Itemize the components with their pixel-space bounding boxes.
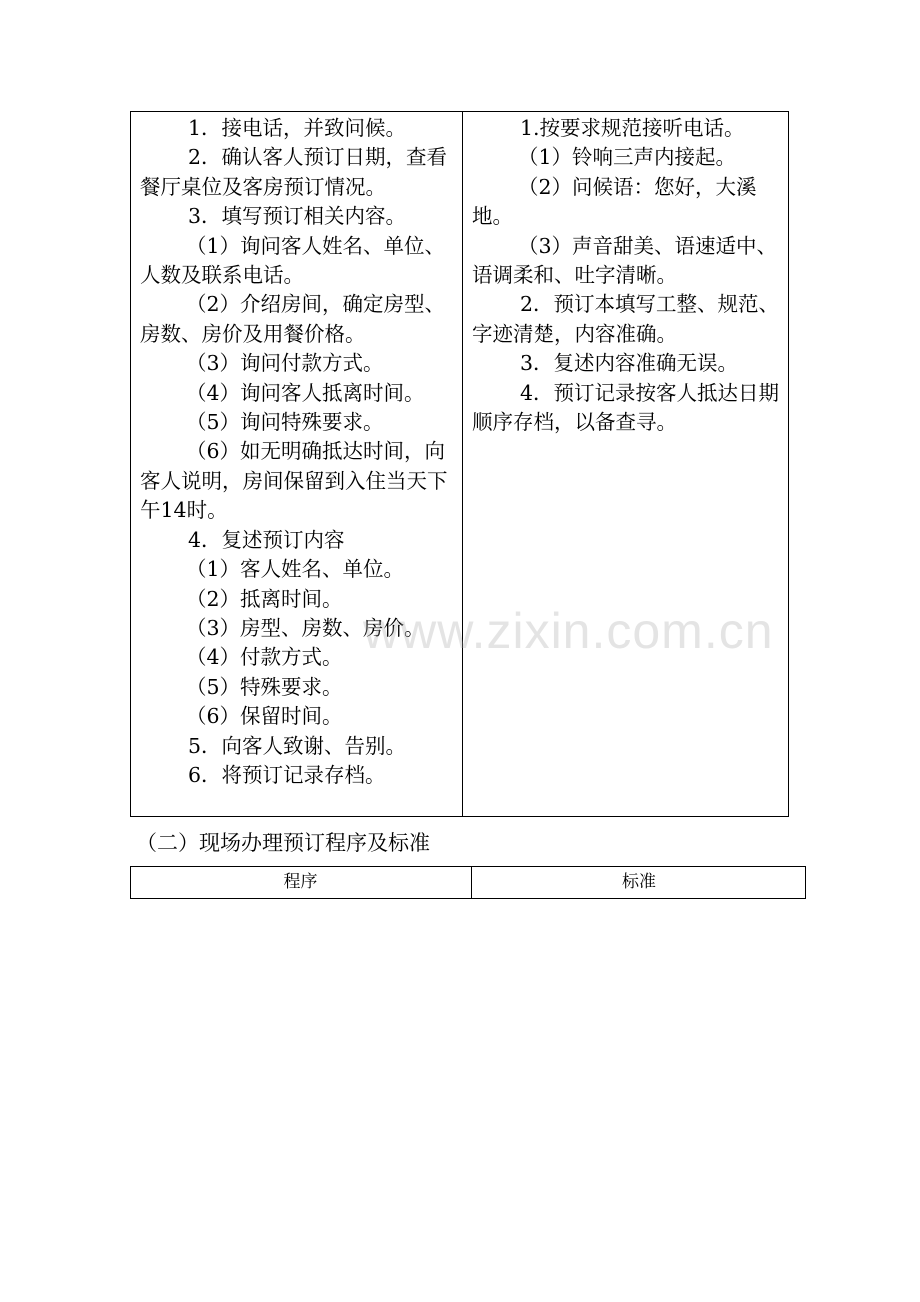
left_col-line: （3）房型、房数、房价。 xyxy=(186,615,425,640)
left_col-line: 6．将预订记录存档。 xyxy=(188,762,386,787)
right_col-line: （3）声音甜美、语速适中、语调柔和、吐字清晰。 xyxy=(472,233,778,288)
left_col-line: （1）客人姓名、单位。 xyxy=(186,557,405,582)
left_col-line: 5．向客人致谢、告别。 xyxy=(188,733,407,758)
left_col-line: （2）抵离时间。 xyxy=(186,586,343,611)
left_col-line: （4）付款方式。 xyxy=(186,645,343,670)
onsite-booking-table xyxy=(130,866,806,899)
standard-column xyxy=(472,114,786,437)
section-heading: （二）现场办理预订程序及标准 xyxy=(136,831,430,855)
left_col-line: 3．填写预订相关内容。 xyxy=(188,204,407,229)
left_col-line: 4．复述预订内容 xyxy=(188,527,345,552)
left_col-line: （6）如无明确抵达时间，向客人说明，房间保留到入住当天下午14时。 xyxy=(140,439,448,523)
left_col-line: 2．确认客人预订日期，查看餐厅桌位及客房预订情况。 xyxy=(140,145,448,199)
right_col-line: 3．复述内容准确无误。 xyxy=(520,351,739,376)
procedure-column xyxy=(140,114,458,790)
watermark: www.zixin.com.cn xyxy=(363,603,774,659)
left_col-line: 1．接电话，并致问候。 xyxy=(188,116,407,140)
right_col-line: 1.按要求规范接听电话。 xyxy=(520,116,745,140)
header-standard: 标准 xyxy=(471,867,806,898)
left_col-line: （4）询问客人抵离时间。 xyxy=(186,380,425,405)
left_col-line: （1）询问客人姓名、单位、人数及联系电话。 xyxy=(140,233,446,288)
right_col-line: （1）铃响三声内接起。 xyxy=(518,145,737,170)
right_col-line: （2）问候语：您好，大溪地。 xyxy=(472,174,757,229)
procedure-table xyxy=(130,111,789,817)
column-divider xyxy=(462,112,463,816)
right_col-line: 2．预订本填写工整、规范、字迹清楚，内容准确。 xyxy=(472,292,780,346)
left_col-line: （5）询问特殊要求。 xyxy=(186,410,384,435)
left_col-line: （2）介绍房间，确定房型、房数、房价及用餐价格。 xyxy=(140,292,446,346)
right_col-line: 4．预订记录按客人抵达日期顺序存档，以备查寻。 xyxy=(472,380,780,435)
left_col-line: （6）保留时间。 xyxy=(186,704,343,729)
left_col-line: （3）询问付款方式。 xyxy=(186,351,384,376)
header-procedure: 程序 xyxy=(283,872,318,892)
left_col-line: （5）特殊要求。 xyxy=(186,674,343,699)
